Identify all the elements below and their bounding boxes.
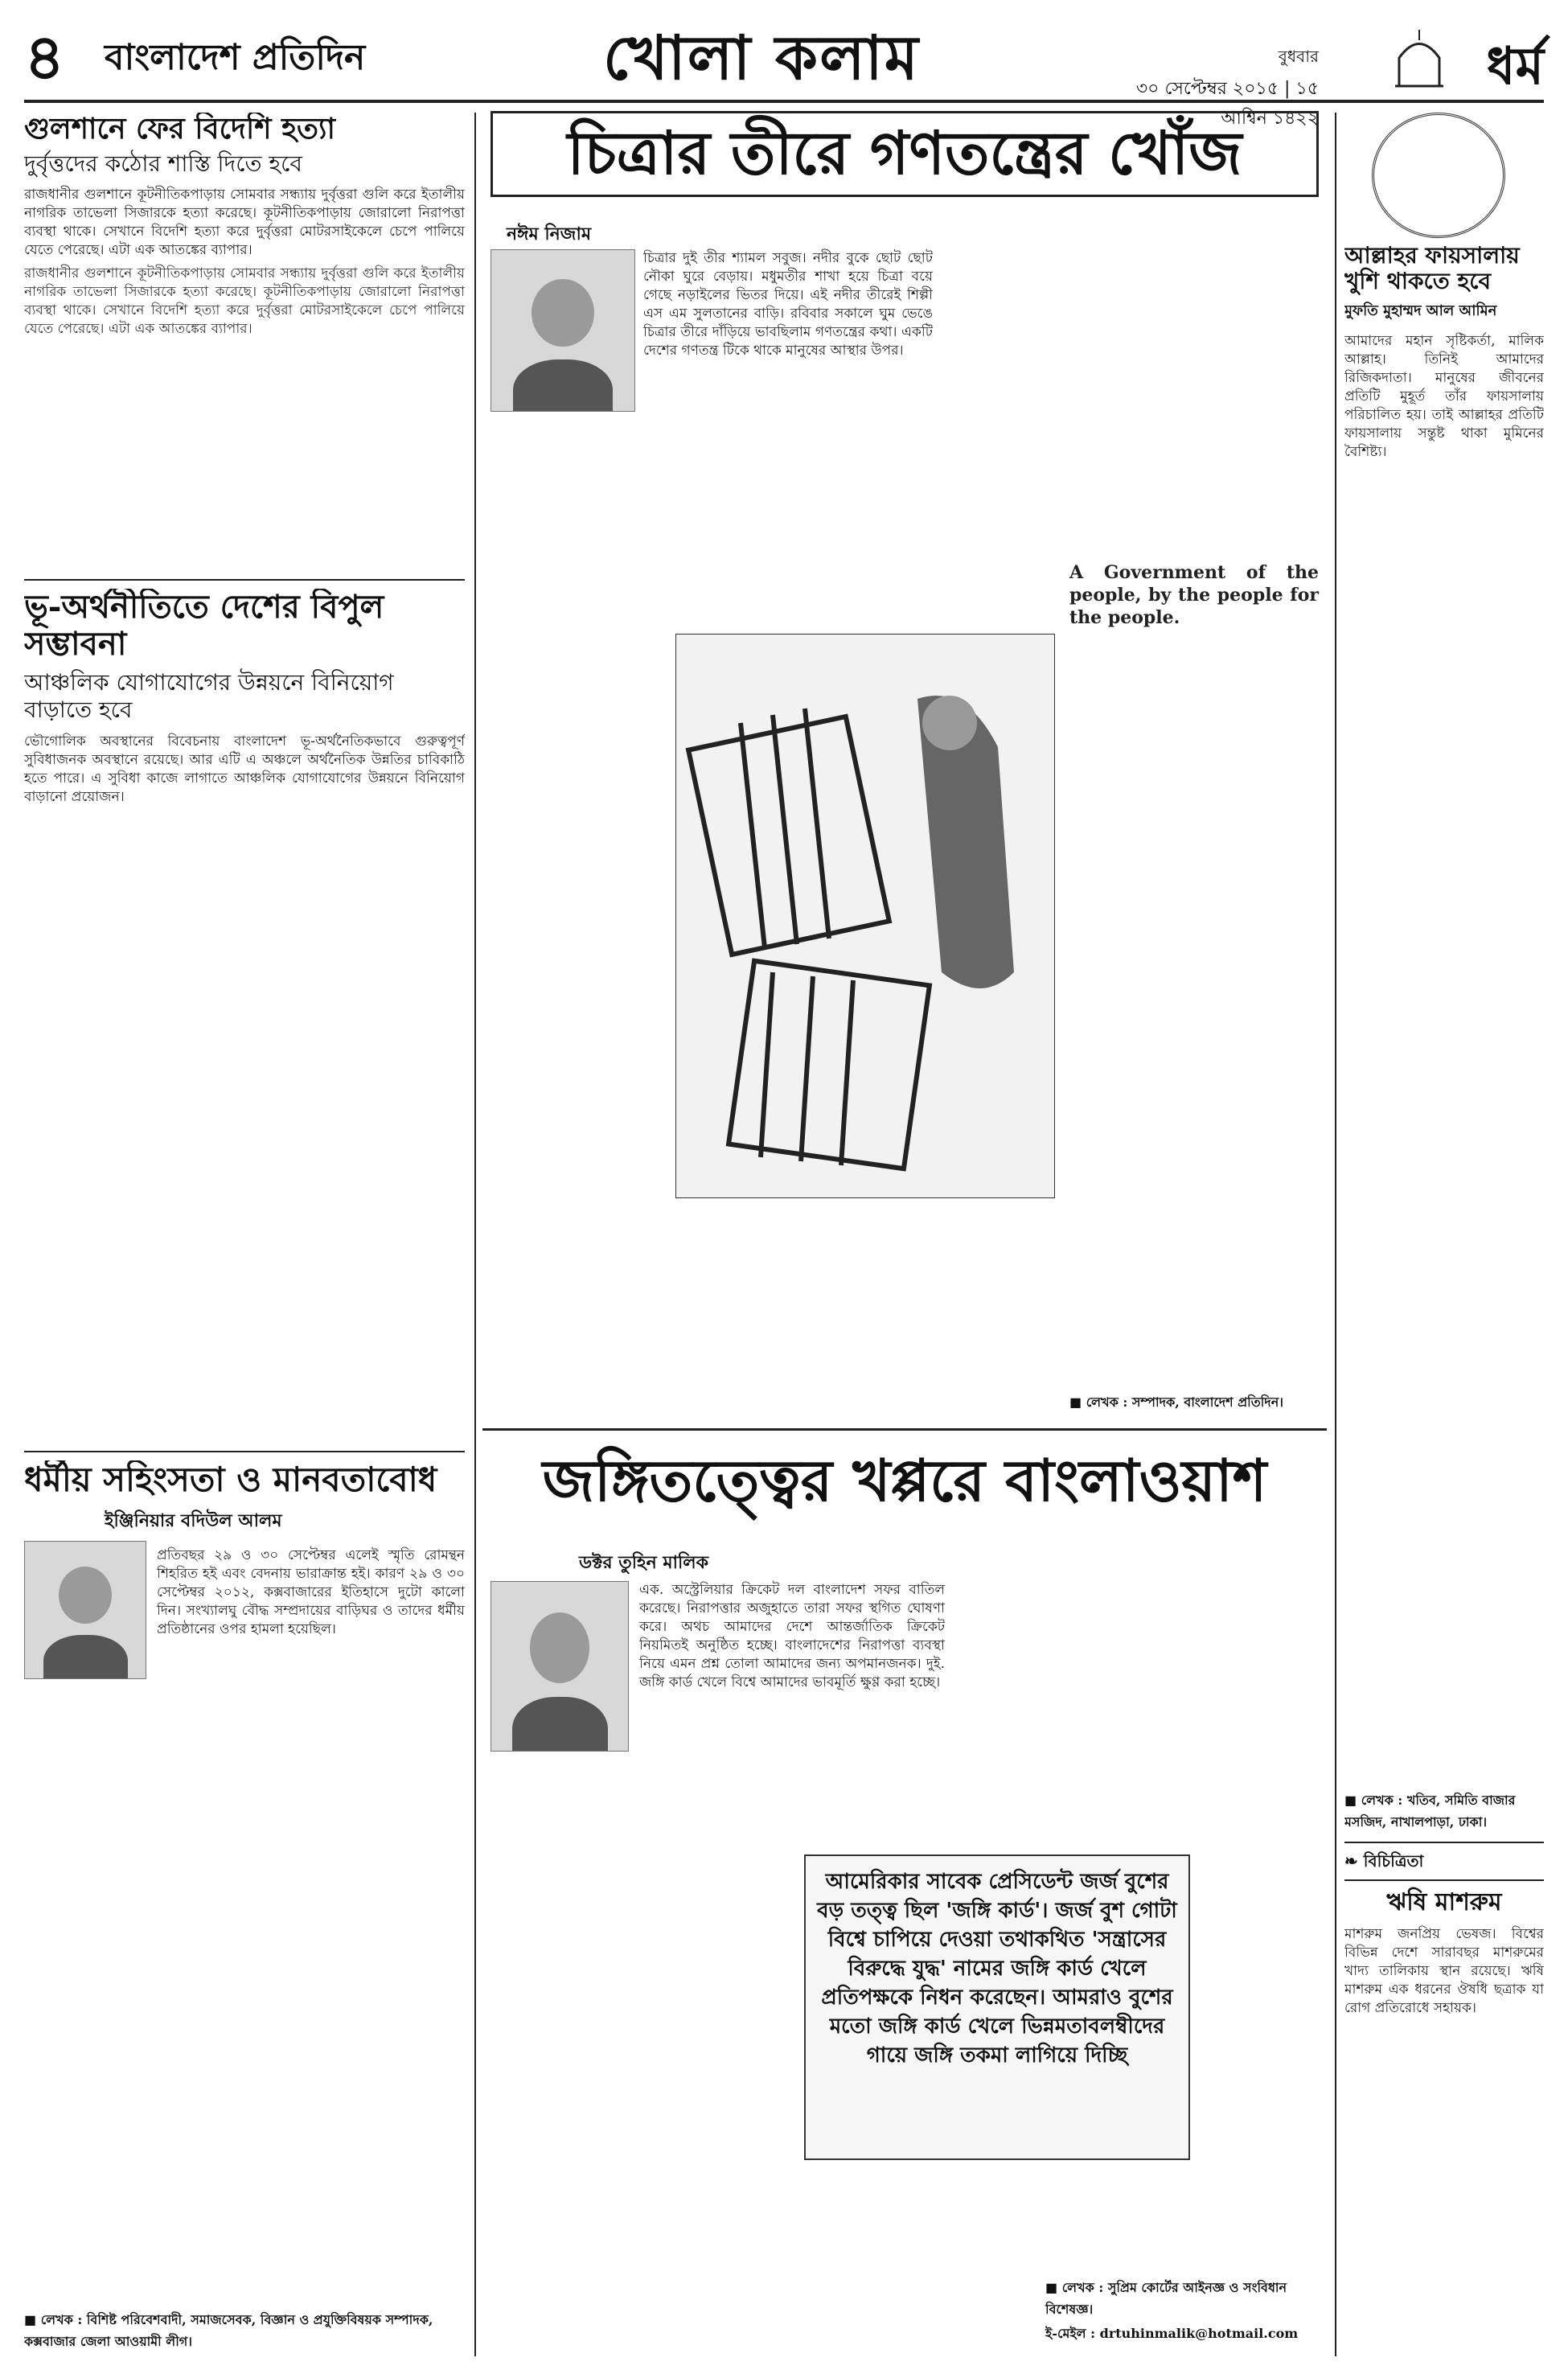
article-body-repeat: রাজধানীর গুলশানে কূটনীতিকপাড়ায় সোমবার সন্ধ্যায় দুর্বৃত্তরা গুলি করে ইতালীয় নাগরিক তাভেলা সিজারকে হত্যা করেছে। কূটনীতিকপাড়ায় জোরালো নিরাপত্তা ব্যবস্থা থাকে। সেখানে বিদেশি হত্যা করে দুর্বৃত্তরা মোটরসাইকেলে চেপে পালিয়ে যেতে পেরেছে। এটা এক আতঙ্কের ব্যাপার। <box>24 265 465 337</box>
author-photo-head <box>532 279 594 347</box>
article-divider <box>24 1451 465 1452</box>
article-divider <box>1344 1842 1544 1843</box>
article-allah-decision <box>1344 113 1544 1834</box>
article-body: প্রতিবছর ২৯ ও ৩০ সেপ্টেম্বর এলেই স্মৃতি রোমন্থন শিহরিত হই এবং বেদনায় ভারাক্রান্ত হই। কারণ ২৯ ও ৩০ সেপ্টেম্বর ২০১২, কক্সবাজারের ইতিহাসে দুটো কালো দিন। সংখ্যালঘু বৌদ্ধ সম্প্রদায়ের বাড়িঘর ও তাদের ধর্মীয় প্রতিষ্ঠানের ওপর হামলা হয়েছিল। <box>157 1547 465 1638</box>
article-illustration <box>675 634 1055 1198</box>
article-divider <box>482 1428 1327 1431</box>
article-body: এক. অস্ট্রেলিয়ার ক্রিকেট দল বাংলাদেশ সফর বাতিল করেছে। নিরাপত্তার অজুহাতে তারা সফর স্থগিত ঘোষণা করে। অথচ আমাদের দেশে আন্তর্জাতিক ক্রিকেট নিয়মিতই অনুষ্ঠিত হচ্ছে। বাংলাদেশের নিরাপত্তা ব্যবস্থা নিয়ে এমন প্রশ্ন তোলা আমাদের জন্য অপমানজনক। দুই. জঙ্গি কার্ড খেলে বিশ্বে আমাদের ভাবমূর্তি ক্ষুণ্ণ করা হচ্ছে। <box>639 1582 945 1690</box>
calligraphy-emblem-icon <box>1372 113 1505 238</box>
article-body: চিত্রার দুই তীর শ্যামল সবুজ। নদীর বুকে ছোট ছোট নৌকা ঘুরে বেড়ায়। মধুমতীর শাখা হয়ে চিত্রা বয়ে গেছে নড়াইলের ভিতর দিয়ে। এই নদীর তীরেই শিল্পী এস এম সুলতানের বাড়ি। রবিবার সকালে ঘুম ভেঙে চিত্রার তীরে দাঁড়িয়ে ভাবছিলাম গণতন্ত্রের কথা। একটি দেশের গণতন্ত্র টিকে থাকে মানুষের আস্থার উপর। <box>643 250 933 359</box>
article-geo-economy <box>24 589 465 1441</box>
article-footer: ■ লেখক : সুপ্রিম কোর্টের আইনজ্ঞ ও সংবিধান বিশেষজ্ঞ। <box>1045 2280 1287 2317</box>
article-headline: আল্লাহর ফায়সালায় খুশি থাকতে হবে <box>1344 242 1520 295</box>
religion-section-header <box>1391 21 1544 95</box>
article-quote: A Government of the people, by the people for the people. <box>1069 562 1319 628</box>
article-byline: নঈম নিজাম <box>507 224 592 244</box>
article-kicker: দুর্বৃত্তদের কঠোর শাস্তি দিতে হবে <box>24 150 302 178</box>
article-gulshan <box>24 113 465 571</box>
article-callout: আমেরিকার সাবেক প্রেসিডেন্ট জর্জ বুশের বড় তত্ত্ব ছিল 'জঙ্গি কার্ড'। জর্জ বুশ গোটা বিশ্বে চাপিয়ে দেওয়া তথাকথিত 'সন্ত্রাসের বিরুদ্ধে যুদ্ধ' নামের জঙ্গি কার্ড খেলে প্রতিপক্ষকে নিধন করেছেন। আমরাও বুশের মতো জঙ্গি কার্ড খেলে ভিন্নমতাবলম্বীদের গায়ে জঙ্গি তকমা লাগিয়ে দিচ্ছি <box>804 1854 1190 2160</box>
article-byline: ইঞ্জিনিয়ার বদিউল আলম <box>105 1510 282 1532</box>
article-mushroom <box>1344 1850 1544 2356</box>
article-kicker: আঞ্চলিক যোগাযোগের উন্নয়নে বিনিয়োগ বাড়াতে হবে <box>24 669 394 723</box>
article-militancy <box>482 1436 1327 2353</box>
leaf-icon: ❧ <box>1344 1851 1364 1871</box>
section-label-text: বিচিত্রিতা <box>1363 1851 1424 1871</box>
column-divider <box>474 113 476 2356</box>
article-body-continued <box>24 265 465 339</box>
article-religious-violence <box>24 1460 465 2353</box>
page-number: ৪ <box>24 21 65 94</box>
masthead <box>24 21 1544 129</box>
issue-weekday: বুধবার <box>1278 47 1319 66</box>
article-footer: ■ লেখক : সম্পাদক, বাংলাদেশ প্রতিদিন। <box>1069 1394 1283 1410</box>
article-chitra <box>482 111 1327 1422</box>
article-headline: জঙ্গিতত্ত্বের খপ্পরে বাংলাওয়াশ <box>542 1446 1267 1514</box>
article-body: মাশরুম জনপ্রিয় ভেষজ। বিশ্বের বিভিন্ন দেশে সারাবছর মাশরুমের খাদ্য তালিকায় স্থান রয়েছে। ঋষি মাশরুম এক ধরনের ঔষধি ছত্রাক যা রোগ প্রতিরোধে সহায়ক। <box>1344 1925 1544 2016</box>
paper-name: বাংলাদেশ প্রতিদিন <box>105 37 366 78</box>
author-photo-torso <box>43 1635 128 1679</box>
article-headline: ভূ-অর্থনীতিতে দেশের বিপুল সম্ভাবনা <box>24 589 384 663</box>
author-photo-torso <box>512 1697 608 1752</box>
section-title: খোলা কলাম <box>603 22 920 93</box>
issue-date-text: ৩০ সেপ্টেম্বর ২০১৫ | ১৫ আশ্বিন ১৪২২ <box>1135 79 1319 129</box>
column-divider <box>1335 113 1336 2356</box>
article-byline: ডক্টর তুহিন মালিক <box>579 1552 709 1573</box>
section-label <box>1344 1850 1544 1881</box>
article-body: রাজধানীর গুলশানে কূটনীতিকপাড়ায় সোমবার সন্ধ্যায় দুর্বৃত্তরা গুলি করে ইতালীয় নাগরিক তাভেলা সিজারকে হত্যা করেছে। কূটনীতিকপাড়ায় জোরালো নিরাপত্তা ব্যবস্থা থাকে। সেখানে বিদেশি হত্যা করে দুর্বৃত্তরা মোটরসাইকেলে চেপে পালিয়ে যেতে পেরেছে। এটা এক আতঙ্কের ব্যাপার। <box>24 186 465 258</box>
author-photo-torso <box>513 359 614 412</box>
masthead-rule <box>24 100 1544 103</box>
author-photo <box>24 1541 146 1679</box>
mosque-icon <box>1391 26 1447 90</box>
author-photo <box>491 249 635 412</box>
article-body: ভৌগোলিক অবস্থানের বিবেচনায় বাংলাদেশ ভূ-অর্থনৈতিকভাবে গুরুত্বপূর্ণ সুবিধাজনক অবস্থানে রয়েছে। আর এটি এ অঞ্চলে অর্থনৈতিক উন্নতির চাবিকাঠি হতে পারে। এ সুবিধা কাজে লাগাতে আঞ্চলিক যোগাযোগের উন্নয়নে বিনিয়োগ বাড়ানো প্রয়োজন। <box>24 733 465 806</box>
article-divider <box>24 579 465 581</box>
article-footer: ■ লেখক : খতিব, সমিতি বাজার মসজিদ, নাখালপাড়া, ঢাকা। <box>1344 1793 1516 1830</box>
religion-section-title: ধর্ম <box>1486 36 1544 97</box>
article-byline: মুফতি মুহাম্মদ আল আমিন <box>1344 302 1497 320</box>
author-photo-head <box>59 1567 112 1624</box>
article-headline: চিত্রার তীরে গণতন্ত্রের খোঁজ <box>491 111 1319 197</box>
author-photo-head <box>530 1612 590 1683</box>
prison-bars-illustration-icon <box>676 635 1054 1197</box>
article-headline: ধর্মীয় সহিংসতা ও মানবতাবোধ <box>24 1460 437 1499</box>
article-headline: ঋষি মাশরুম <box>1386 1888 1502 1916</box>
author-photo <box>491 1581 629 1752</box>
article-headline: গুলশানে ফের বিদেশি হত্যা <box>24 113 335 146</box>
author-email: ই-মেইল : drtuhinmalik@hotmail.com <box>1045 2326 1299 2341</box>
article-footer: ■ লেখক : বিশিষ্ট পরিবেশবাদী, সমাজসেবক, বিজ্ঞান ও প্রযুক্তিবিষয়ক সম্পাদক, কক্সবাজার জেলা আওয়ামী লীগ। <box>24 2312 433 2349</box>
article-body: আমাদের মহান সৃষ্টিকর্তা, মালিক আল্লাহ। তিনিই আমাদের রিজিকদাতা। মানুষের জীবনের প্রতিটি মুহূর্ত তাঁর ফায়সালায় পরিচালিত হয়। তাই আল্লাহর প্রতিটি ফায়সালায় সন্তুষ্ট থাকা মুমিনের বৈশিষ্ট্য। <box>1344 333 1544 461</box>
